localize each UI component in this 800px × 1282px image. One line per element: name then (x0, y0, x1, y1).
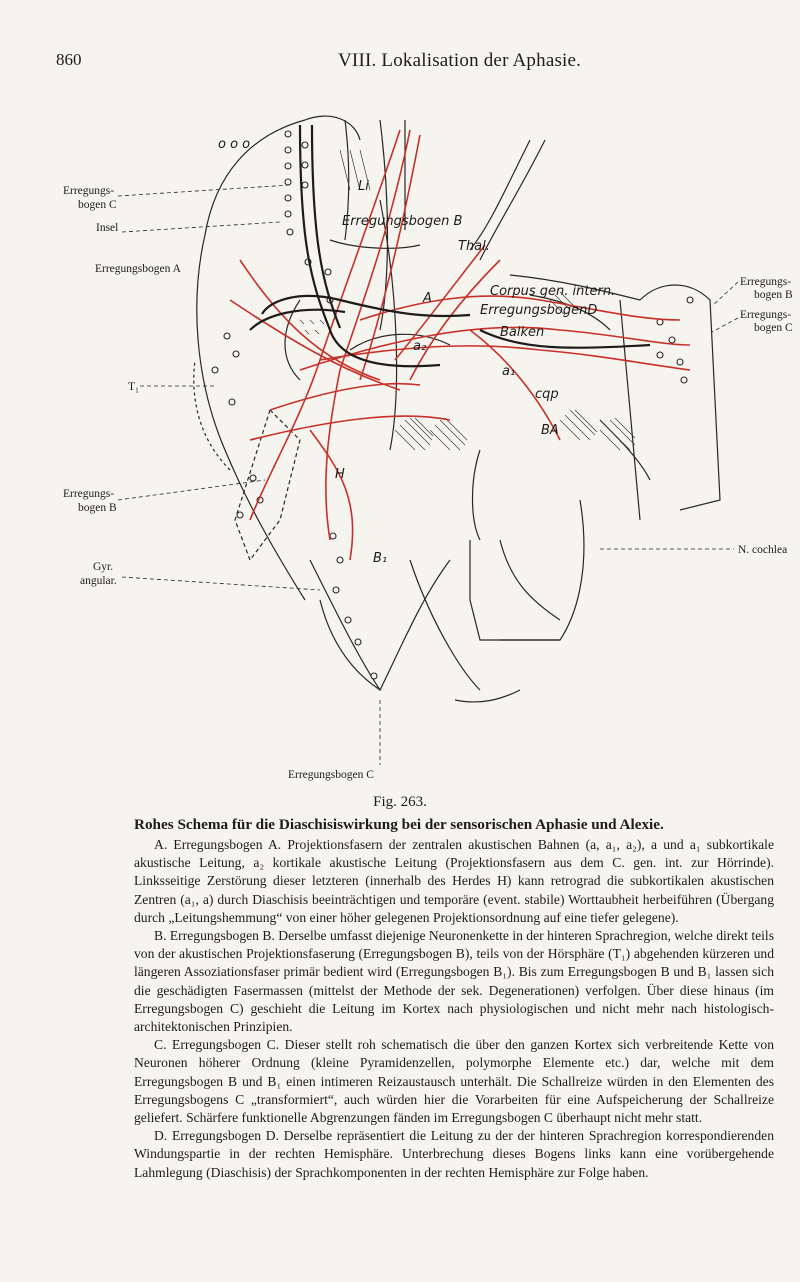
figure-labels (63, 137, 793, 781)
running-title: VIII. Lokalisation der Aphasie. (338, 50, 582, 71)
label-bogen-c-left-2: bogen C (78, 199, 117, 211)
cell-row-label: o o o (218, 137, 251, 152)
label-bogen-c-right-1: Erregungs- (740, 309, 792, 321)
label-bogen-b-right-1: Erregungs- (740, 276, 792, 288)
label-cqp: cqp (535, 387, 559, 402)
label-li: Li (358, 179, 369, 194)
label-a: A (423, 291, 432, 306)
red-fiber-pathways (230, 130, 690, 560)
body-text (134, 836, 774, 1182)
caption-title: Rohes Schema für die Diaschisiswirkung bei der sensorischen Aphasie und Alexie. (134, 816, 664, 833)
label-bogen-b-left-2: bogen B (78, 502, 117, 514)
label-bogen-c-left-1: Erregungs- (63, 185, 115, 197)
label-h: H (335, 467, 345, 482)
label-n-cochlea: N. cochlea (738, 544, 788, 556)
black-fiber-pathways (250, 125, 650, 366)
brain-schema-figure (0, 92, 800, 792)
brainstem-hatching (300, 150, 635, 450)
label-balken: Balken (500, 325, 545, 340)
label-insel: Insel (96, 222, 119, 234)
label-gyr: Gyr. (93, 561, 114, 573)
label-bogen-b-right-2: bogen B (754, 289, 793, 301)
label-leader-lines (118, 185, 738, 765)
label-a2: a₂ (413, 339, 427, 354)
paragraph-d: D. Erregungsbogen D. Derselbe repräsentiert die Leitung zu der der hinteren Sprachregion korrespondierenden Windungspartie in der rechten Hemisphäre. Unterbrechung dieses Bogens links kann eine vorübergehende Lahmlegung (Diaschisis) der Sprachkomponenten in der rechten Hemisphäre zur Folge haben. (134, 1128, 774, 1180)
label-bogen-c-bottom: Erregungsbogen C (288, 769, 374, 781)
figure-number: Fig. 263. (373, 794, 427, 810)
label-bogen-c-right-2: bogen C (754, 322, 793, 334)
label-bogen-b-left-1: Erregungs- (63, 488, 115, 500)
label-corpus: Corpus gen. intern. (490, 284, 616, 299)
label-thal: Thal. (458, 239, 490, 254)
label-erregungsbogen-d-hand: ErregungsbogenD (480, 303, 598, 318)
paragraph-c: C. Erregungsbogen C. Dieser stellt roh schematisch die über den ganzen Kortex sich verbreitende Kette von Neuronen höherer Ordnung (kleine Pyramidenzellen, polymorphe Elemente etc.) dar, welche mit dem Erregungsbogen B und B₁ einen intimeren Reizaustausch unterhält. Die Schallreize würden in den Elementen des Erregungsbogens C „transformiert“, auch würden hier die Vorarbeiten für eine Aufspeicherung der Schallreize geliefert. Schärfere funktionelle Abgrenzungen fänden im Erregungsbogen C überhaupt nicht mehr statt. (134, 1037, 774, 1126)
label-bogen-a: Erregungsbogen A (95, 263, 181, 275)
paragraph-b: B. Erregungsbogen B. Derselbe umfasst diejenige Neuronenkette in der hinteren Sprachregion, welche direkt teils von der akustischen Projektionsfaserung (Erregungsbogen B), teils von der Hörsphäre (T₁) abgehenden kürzeren und längeren Assoziationsfaser primär bedient wird (Erregungsbogen B₁). Bis zum Erregungsbogen B und B₁ lassen sich die geschädigten Fasermassen (mittelst der Methode der sek. Degenerationen) verfolgen. Über diese hinaus (im Erregungsbogen C) geschieht die Leitung im Kortex nach physiologischen und nicht mehr nach histologisch-architektonischen Prinzipien. (134, 928, 774, 1035)
label-erregungsbogen-b-hand: Erregungsbogen B (342, 214, 463, 229)
label-ba: BA (541, 423, 559, 438)
label-b1: B₁ (373, 551, 388, 566)
label-t1: T₁ (128, 381, 140, 393)
label-a1: a₁ (502, 364, 516, 379)
label-angular: angular. (80, 575, 117, 587)
page-number: 860 (56, 50, 82, 69)
paragraph-a: A. Erregungsbogen A. Projektionsfasern der zentralen akustischen Bahnen (a, a₁, a₂), a und a₁ subkortikale akustische Leitung, a₂ kortikale akustische Leitung (Projektionsfasern aus dem C. gen. int. zur Hörrinde). Linksseitige Zerstörung dieser letzteren (innerhalb des Herdes H) kann retrograd die subkortikalen akustischen Zentren (a₁, a) durch Diaschisis beeinträchtigen und temporäre (event. stabile) Worttaubheit herbeiführen (Übergang durch „Leitungshemmung“ von einer höher gelegenen Projektionsordnung auf eine tiefer gelegene). (134, 837, 774, 925)
